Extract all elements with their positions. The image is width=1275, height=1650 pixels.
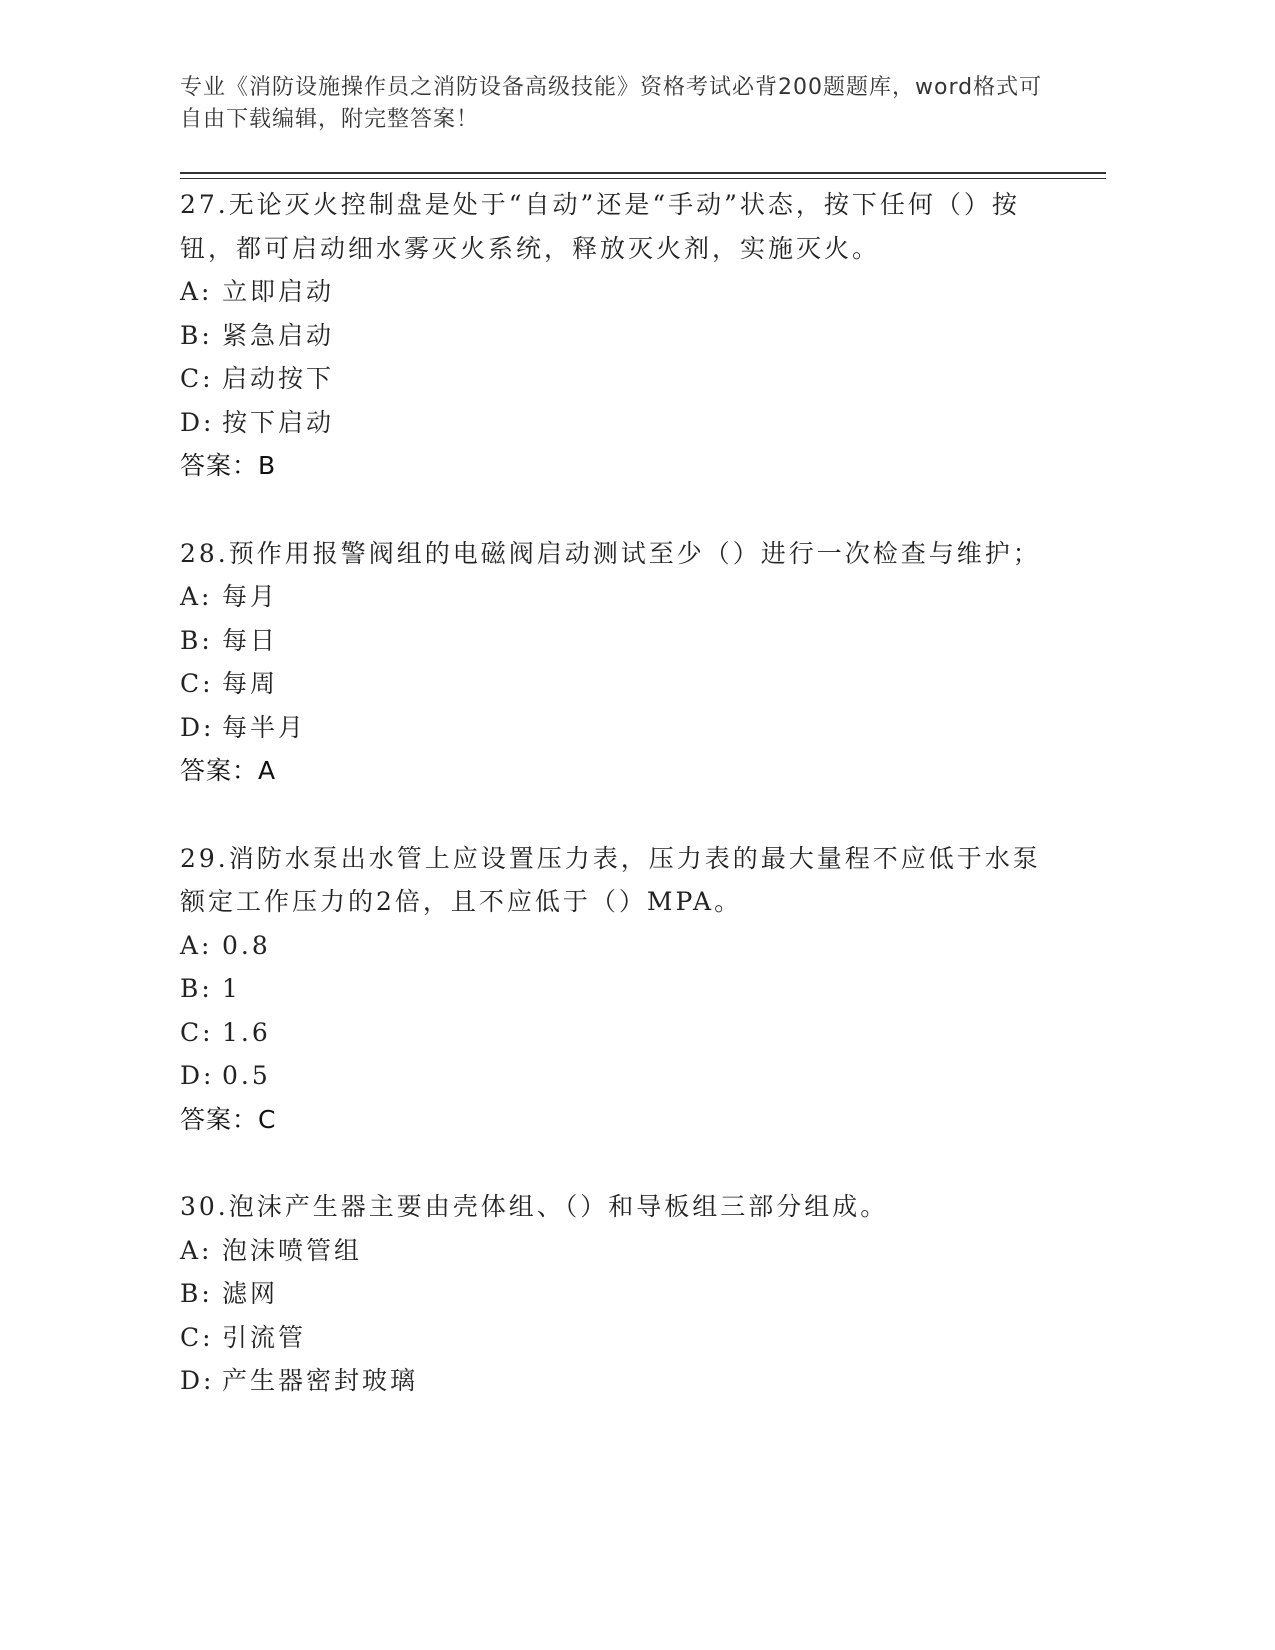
option-text: 0.8 (222, 930, 271, 960)
question-list (180, 183, 1060, 1447)
question-stem: 29.消防水泵出水管上应设置压力表，压力表的最大量程不应低于水泵额定工作压力的2倍，且不应低于（）MPA。 (180, 843, 1041, 916)
option-a (180, 1229, 1060, 1273)
option-b (180, 619, 1060, 663)
option-text: 泡沫喷管组 (222, 1235, 363, 1265)
option-text: 每月 (222, 582, 279, 611)
question-27 (180, 183, 1060, 488)
option-text: 产生器密封玻璃 (222, 1366, 419, 1395)
option-text: 立即启动 (222, 277, 335, 306)
option-text: 每日 (222, 625, 279, 655)
answer-line: 答案：B (180, 451, 277, 480)
answer-line: 答案：A (180, 756, 277, 785)
option-a (180, 575, 1060, 619)
option-key: D: (180, 1061, 215, 1090)
option-key: C: (180, 364, 214, 393)
question-29 (180, 837, 1060, 1142)
option-text: 0.5 (222, 1061, 271, 1090)
document-header: 专业《消防设施操作员之消防设备高级技能》资格考试必背200题题库，word格式可自由下载编辑，附完整答案！ (180, 75, 1043, 132)
question-30 (180, 1185, 1060, 1403)
option-text: 启动按下 (222, 364, 335, 393)
option-c (180, 1316, 1060, 1360)
option-d (180, 401, 1060, 445)
option-key: A: (180, 930, 213, 960)
option-b (180, 1272, 1060, 1316)
option-key: D: (180, 712, 215, 742)
option-text: 每周 (222, 669, 279, 698)
option-c (180, 662, 1060, 706)
header-divider-thick (180, 172, 1106, 174)
option-text: 滤网 (222, 1279, 279, 1308)
option-a (180, 924, 1060, 968)
option-c (180, 357, 1060, 401)
option-text: 按下启动 (222, 407, 335, 437)
option-key: D: (180, 1366, 215, 1395)
option-text: 引流管 (222, 1322, 307, 1352)
header-divider-thin (180, 178, 1106, 179)
option-key: B: (180, 625, 213, 655)
answer-line: 答案：C (180, 1104, 277, 1134)
option-key: A: (180, 277, 213, 306)
option-c (180, 1011, 1060, 1055)
option-key: B: (180, 320, 213, 350)
option-key: D: (180, 407, 215, 437)
question-stem: 28.预作用报警阀组的电磁阀启动测试至少（）进行一次检查与维护； (180, 538, 1041, 568)
option-text: 每半月 (222, 712, 307, 742)
option-key: A: (180, 1235, 213, 1265)
option-key: C: (180, 1017, 214, 1047)
option-key: B: (180, 1279, 213, 1308)
option-b (180, 314, 1060, 358)
option-d (180, 706, 1060, 750)
option-key: A: (180, 582, 213, 611)
option-d (180, 1054, 1060, 1098)
question-28 (180, 532, 1060, 793)
question-stem: 27.无论灭火控制盘是处于“自动”还是“手动”状态，按下任何（）按钮，都可启动细水雾灭火系统，释放灭火剂，实施灭火。 (180, 190, 1020, 263)
option-a (180, 270, 1060, 314)
question-stem: 30.泡沫产生器主要由壳体组、（）和导板组三部分组成。 (180, 1192, 889, 1221)
option-text: 紧急启动 (222, 320, 335, 350)
option-key: C: (180, 669, 214, 698)
option-text: 1.6 (222, 1017, 271, 1047)
option-key: B: (180, 974, 213, 1003)
option-key: C: (180, 1322, 214, 1352)
option-d (180, 1359, 1060, 1403)
option-b (180, 967, 1060, 1011)
option-text: 1 (222, 974, 241, 1003)
